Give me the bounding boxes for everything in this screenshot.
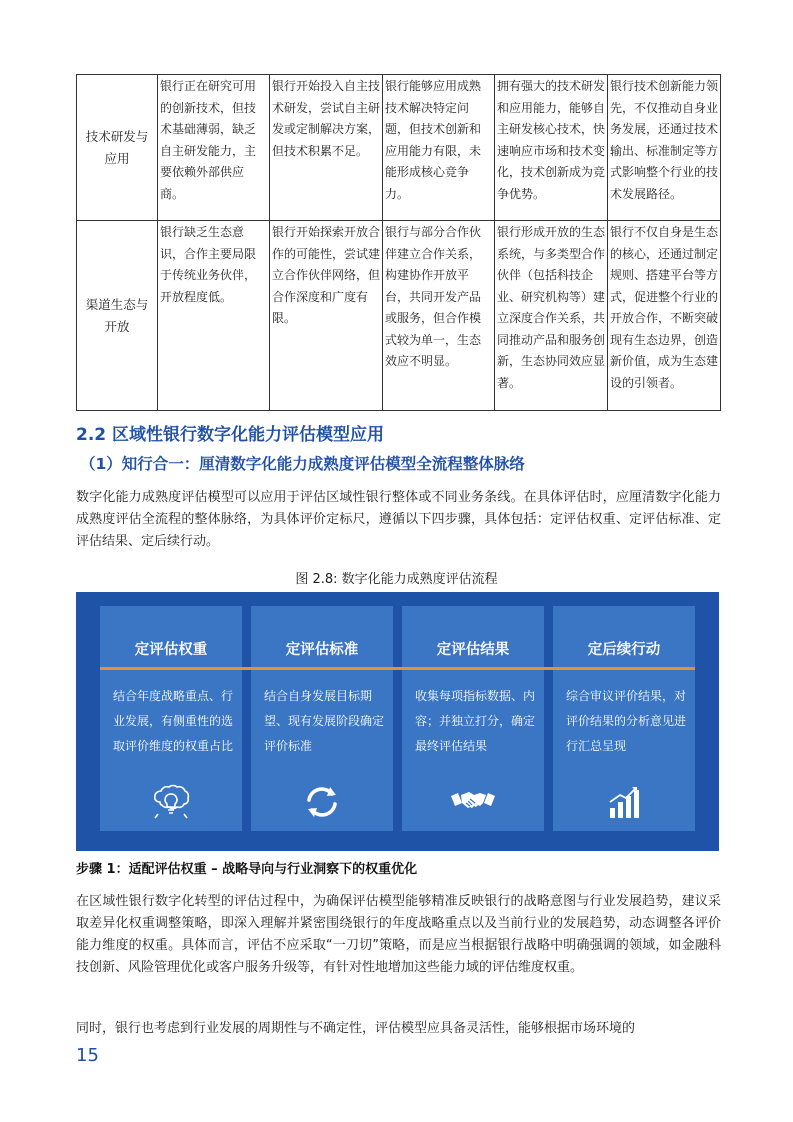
step-body: 结合年度战略重点、行业发展，有侧重性的选取评价维度的权重占比 [113, 689, 234, 753]
step-body: 综合审议评价结果，对评价结果的分析意见进行汇总呈现 [566, 689, 687, 753]
table-row [77, 221, 721, 411]
table-cell: 银行正在研究可用的创新技术，但技术基础薄弱，缺乏自主研发能力，主要依赖外部供应商。 [158, 75, 270, 221]
row-label: 技术研发与应用 [77, 75, 158, 221]
bar-chart-growth-icon [599, 782, 649, 822]
step1-paragraph: 在区域性银行数字化转型的评估过程中，为确保评估模型能够精准反映银行的战略意图与行业发展趋势，建议采取差异化权重调整策略，即深入理解并紧密围绕银行的年度战略重点以及当前行业的发展趋势，动态调整各评价能力维度的权重。具体而言，评估不应采取“一刀切”策略，而是应当根据银行战略中明确强调的领域，如金融科技创新、风险管理优化或客户服务升级等，有针对性地增加这些能力域的评估维度权重。 [76, 894, 721, 975]
step-card-weight [100, 606, 242, 831]
figure-caption: 图 2.8: 数字化能力成熟度评估流程 [295, 572, 498, 587]
step1-paragraph-continued: 同时，银行也考虑到行业发展的周期性与不确定性，评估模型应具备灵活性，能够根据市场环境的 [76, 1021, 636, 1036]
step-card-action [553, 606, 695, 831]
step1-heading: 步骤 1：适配评估权重 – 战略导向与行业洞察下的权重优化 [76, 862, 418, 877]
table-row [77, 75, 721, 221]
step-body: 收集每项指标数据、内容；并独立打分，确定最终评估结果 [415, 689, 536, 753]
table-cell: 拥有强大的技术研发和应用能力，能够自主研发核心技术，快速响应市场和技术变化，技术创新成为竞争优势。 [495, 75, 608, 221]
step-title: 定评估结果 [436, 642, 510, 658]
row-label: 渠道生态与开放 [77, 221, 158, 411]
table-cell: 银行缺乏生态意识，合作主要局限于传统业务伙伴，开放程度低。 [158, 221, 270, 411]
table-cell: 银行技术创新能力领先，不仅推动自身业务发展，还通过技术输出、标准制定等方式影响整个行业的技术发展路径。 [608, 75, 721, 221]
step-card-result [402, 606, 544, 831]
table-cell: 银行形成开放的生态系统，与多类型合作伙伴（包括科技企业、研究机构等）建立深度合作关系，共同推动产品和服务创新，生态协同效应显著。 [495, 221, 608, 411]
intro-paragraph: 数字化能力成熟度评估模型可以应用于评估区域性银行整体或不同业务条线。在具体评估时，应厘清数字化能力成熟度评估全流程的整体脉络，为具体评价定标尺，遵循以下四步骤，具体包括：定评估权重、定评估标准、定评估结果、定后续行动。 [76, 490, 721, 549]
page-number: 15 [76, 1045, 99, 1066]
flow-diagram [76, 592, 719, 851]
section-subheading: （1）知行合一：厘清数字化能力成熟度评估模型全流程整体脉络 [80, 455, 525, 473]
handshake-icon [448, 782, 498, 822]
table-cell: 银行能够应用成熟技术解决特定问题，但技术创新和应用能力有限，未能形成核心竞争力。 [383, 75, 495, 221]
table-cell: 银行不仅自身是生态的核心，还通过制定规则、搭建平台等方式，促进整个行业的开放合作，不断突破现有生态边界，创造新价值，成为生态建设的引领者。 [608, 221, 721, 411]
divider-line [100, 667, 695, 670]
refresh-cycle-icon [297, 782, 347, 822]
step-title: 定后续行动 [587, 642, 661, 658]
step-title: 定评估标准 [285, 642, 359, 658]
section-heading: 2.2 区域性银行数字化能力评估模型应用 [76, 425, 385, 445]
step-card-standard [251, 606, 393, 831]
table-cell: 银行开始探索开放合作的可能性，尝试建立合作伙伴网络，但合作深度和广度有限。 [270, 221, 383, 411]
step-title: 定评估权重 [134, 642, 208, 658]
lightbulb-brain-icon [146, 782, 196, 822]
table-cell: 银行开始投入自主技术研发，尝试自主研发或定制解决方案，但技术积累不足。 [270, 75, 383, 221]
maturity-table [76, 74, 721, 411]
step-body: 结合自身发展目标期望、现有发展阶段确定评价标准 [264, 689, 385, 753]
table-cell: 银行与部分合作伙伴建立合作关系，构建协作开放平台，共同开发产品或服务，但合作模式较为单一，生态效应不明显。 [383, 221, 495, 411]
